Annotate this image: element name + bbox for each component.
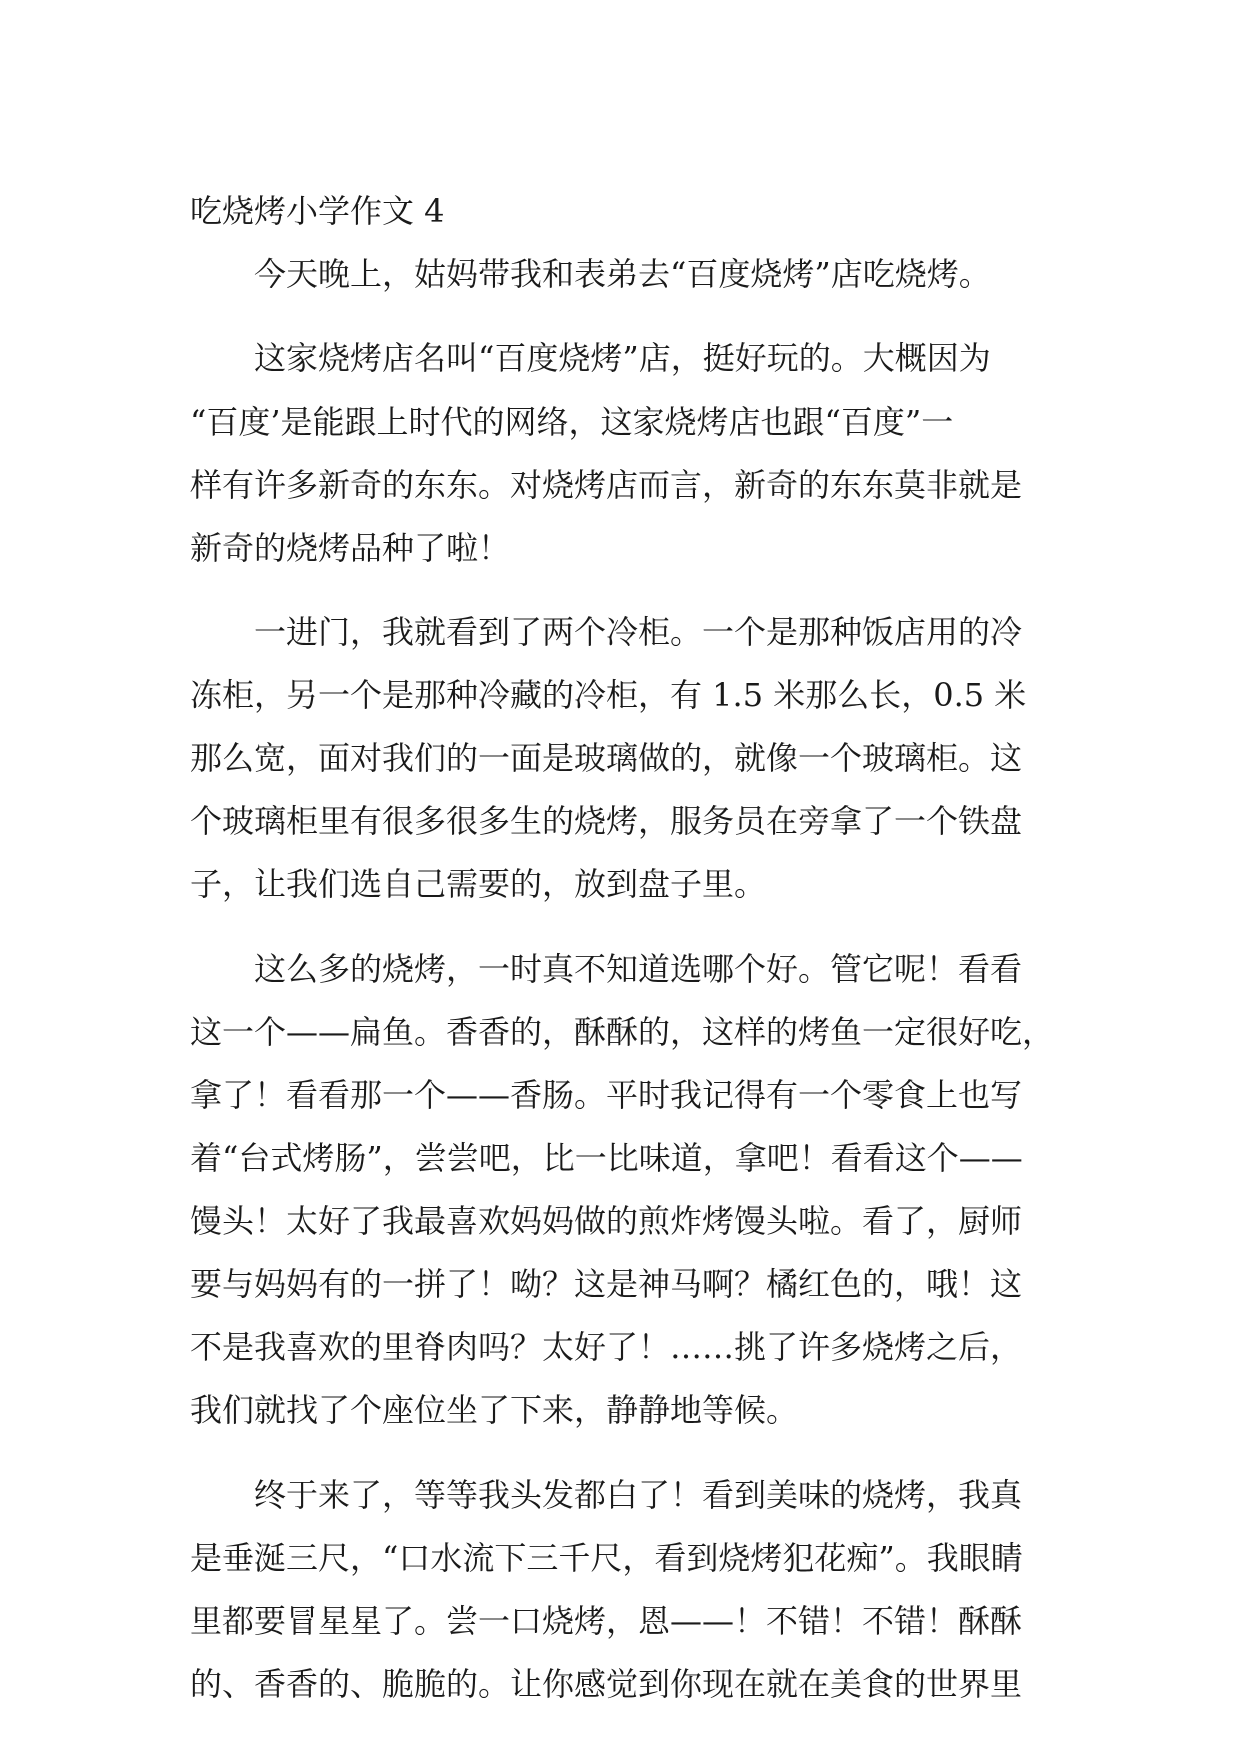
- text-line: 不是我喜欢的里脊肉吗？太好了！……挑了许多烧烤之后，: [190, 1328, 1023, 1366]
- text-line: 冻柜，另一个是那种冷藏的冷柜，有 1.5 米那么长，0.5 米: [190, 676, 1027, 714]
- text-line: “百度’是能跟上时代的网络，这家烧烤店也跟“百度”一: [190, 403, 954, 441]
- text-line: 子，让我们选自己需要的，放到盘子里。: [190, 865, 767, 903]
- text-line: 的、香香的、脆脆的。让你感觉到你现在就在美食的世界里: [190, 1665, 1023, 1703]
- text-line: 样有许多新奇的东东。对烧烤店而言，新奇的东东莫非就是: [190, 466, 1023, 504]
- text-line: 终于来了，等等我头发都白了！看到美味的烧烤，我真: [254, 1476, 1023, 1514]
- text-line: 这么多的烧烤，一时真不知道选哪个好。管它呢！看看: [254, 950, 1023, 988]
- text-line: 那么宽，面对我们的一面是玻璃做的，就像一个玻璃柜。这: [190, 739, 1023, 777]
- text-line: 要与妈妈有的一拼了！呦？这是神马啊？橘红色的，哦！这: [190, 1265, 1023, 1303]
- text-line: 我们就找了个座位坐了下来，静静地等候。: [190, 1391, 799, 1429]
- text-line: 着“台式烤肠”，尝尝吧，比一比味道，拿吧！看看这个——: [190, 1139, 1023, 1177]
- text-line: 个玻璃柜里有很多很多生的烧烤，服务员在旁拿了一个铁盘: [190, 802, 1023, 840]
- text-line: 新奇的烧烤品种了啦！: [190, 529, 511, 567]
- text-line: 是垂涎三尺，“口水流下三千尺，看到烧烤犯花痴”。我眼睛: [190, 1539, 1023, 1577]
- text-line: 拿了！看看那一个——香肠。平时我记得有一个零食上也写: [190, 1076, 1023, 1114]
- text-line: 这家烧烤店名叫“百度烧烤”店，挺好玩的。大概因为: [254, 339, 991, 377]
- document-title: 吃烧烤小学作文 4: [190, 192, 445, 230]
- text-line: 今天晚上，姑妈带我和表弟去“百度烧烤”店吃烧烤。: [254, 255, 991, 293]
- text-line: 里都要冒星星了。尝一口烧烤，恩——！不错！不错！酥酥: [190, 1602, 1023, 1640]
- text-line: 一进门，我就看到了两个冷柜。一个是那种饭店用的冷: [254, 613, 1023, 651]
- text-line: 馒头！太好了我最喜欢妈妈做的煎炸烤馒头啦。看了，厨师: [190, 1202, 1023, 1240]
- text-line: 这一个——扁鱼。香香的，酥酥的，这样的烤鱼一定很好吃，: [190, 1013, 1055, 1051]
